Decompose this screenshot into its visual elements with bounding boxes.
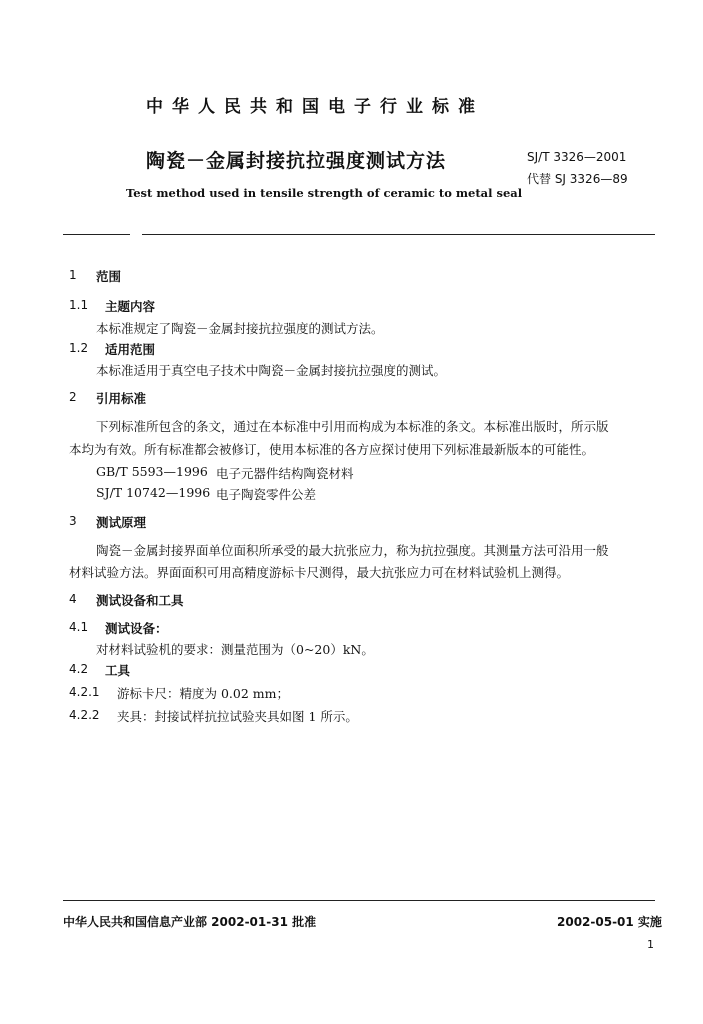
section-4-1-text: 对材料试验机的要求：测量范围为（0~20）kN。 <box>96 642 374 657</box>
section-4-2-number: 4.2 <box>69 662 89 676</box>
section-4-2-title: 工具 <box>105 663 131 678</box>
section-3-title: 测试原理 <box>96 515 147 530</box>
reference-code: GB/T 5593—1996 <box>96 464 208 479</box>
section-4-1-title: 测试设备： <box>105 621 168 636</box>
reference-name: 电子陶瓷零件公差 <box>216 487 317 502</box>
section-3-number: 3 <box>69 514 77 528</box>
reference-code: SJ/T 10742—1996 <box>96 485 211 500</box>
industry-standard-header: 中华人民共和国电子行业标准 <box>146 97 484 117</box>
reference-name: 电子元器件结构陶瓷材料 <box>216 466 354 481</box>
section-1-number: 1 <box>69 268 77 282</box>
section-4-2-1-number: 4.2.1 <box>69 685 100 699</box>
section-1-2-title: 适用范围 <box>105 342 156 357</box>
section-1-2-text: 本标准适用于真空电子技术中陶瓷－金属封接抗拉强度的测试。 <box>96 363 447 378</box>
section-4-number: 4 <box>69 592 77 606</box>
section-3-text-line1: 陶瓷－金属封接界面单位面积所承受的最大抗张应力，称为抗拉强度。其测量方法可沿用一般 <box>96 543 609 558</box>
section-2-text-line1: 下列标准所包含的条文，通过在本标准中引用而构成为本标准的条文。本标准出版时，所示版 <box>96 419 609 434</box>
effective-date: 2002-05-01 实施 <box>557 915 662 929</box>
header-divider <box>63 234 655 235</box>
section-4-2-2-text: 夹具：封接试样抗拉试验夹具如图 1 所示。 <box>117 709 358 724</box>
document-title: 陶瓷－金属封接抗拉强度测试方法 <box>146 150 447 172</box>
section-1-title: 范围 <box>96 269 122 284</box>
section-1-1-title: 主题内容 <box>105 299 156 314</box>
replaces-standard: 代替 SJ 3326—89 <box>527 172 628 186</box>
section-1-2-number: 1.2 <box>69 341 89 355</box>
section-1-1-number: 1.1 <box>69 298 89 312</box>
section-2-text-line2: 本均为有效。所有标准都会被修订，使用本标准的各方应探讨使用下列标准最新版本的可能性。 <box>69 442 595 457</box>
section-4-title: 测试设备和工具 <box>96 593 184 608</box>
section-4-1-number: 4.1 <box>69 620 89 634</box>
section-4-2-2-number: 4.2.2 <box>69 708 100 722</box>
section-1-1-text: 本标准规定了陶瓷－金属封接抗拉强度的测试方法。 <box>96 321 384 336</box>
header-divider-gap <box>130 232 142 236</box>
section-2-number: 2 <box>69 390 77 404</box>
section-3-text-line2: 材料试验方法。界面面积可用高精度游标卡尺测得，最大抗张应力可在材料试验机上测得。 <box>69 565 570 580</box>
section-4-2-1-text: 游标卡尺：精度为 0.02 mm； <box>117 686 289 701</box>
footer-divider <box>63 900 655 901</box>
page-number: 1 <box>647 938 654 951</box>
standard-number: SJ/T 3326—2001 <box>527 150 627 164</box>
english-title: Test method used in tensile strength of ceramic to metal seal <box>126 186 523 200</box>
approval-line: 中华人民共和国信息产业部 2002-01-31 批准 <box>63 915 317 929</box>
section-2-title: 引用标准 <box>96 391 147 406</box>
